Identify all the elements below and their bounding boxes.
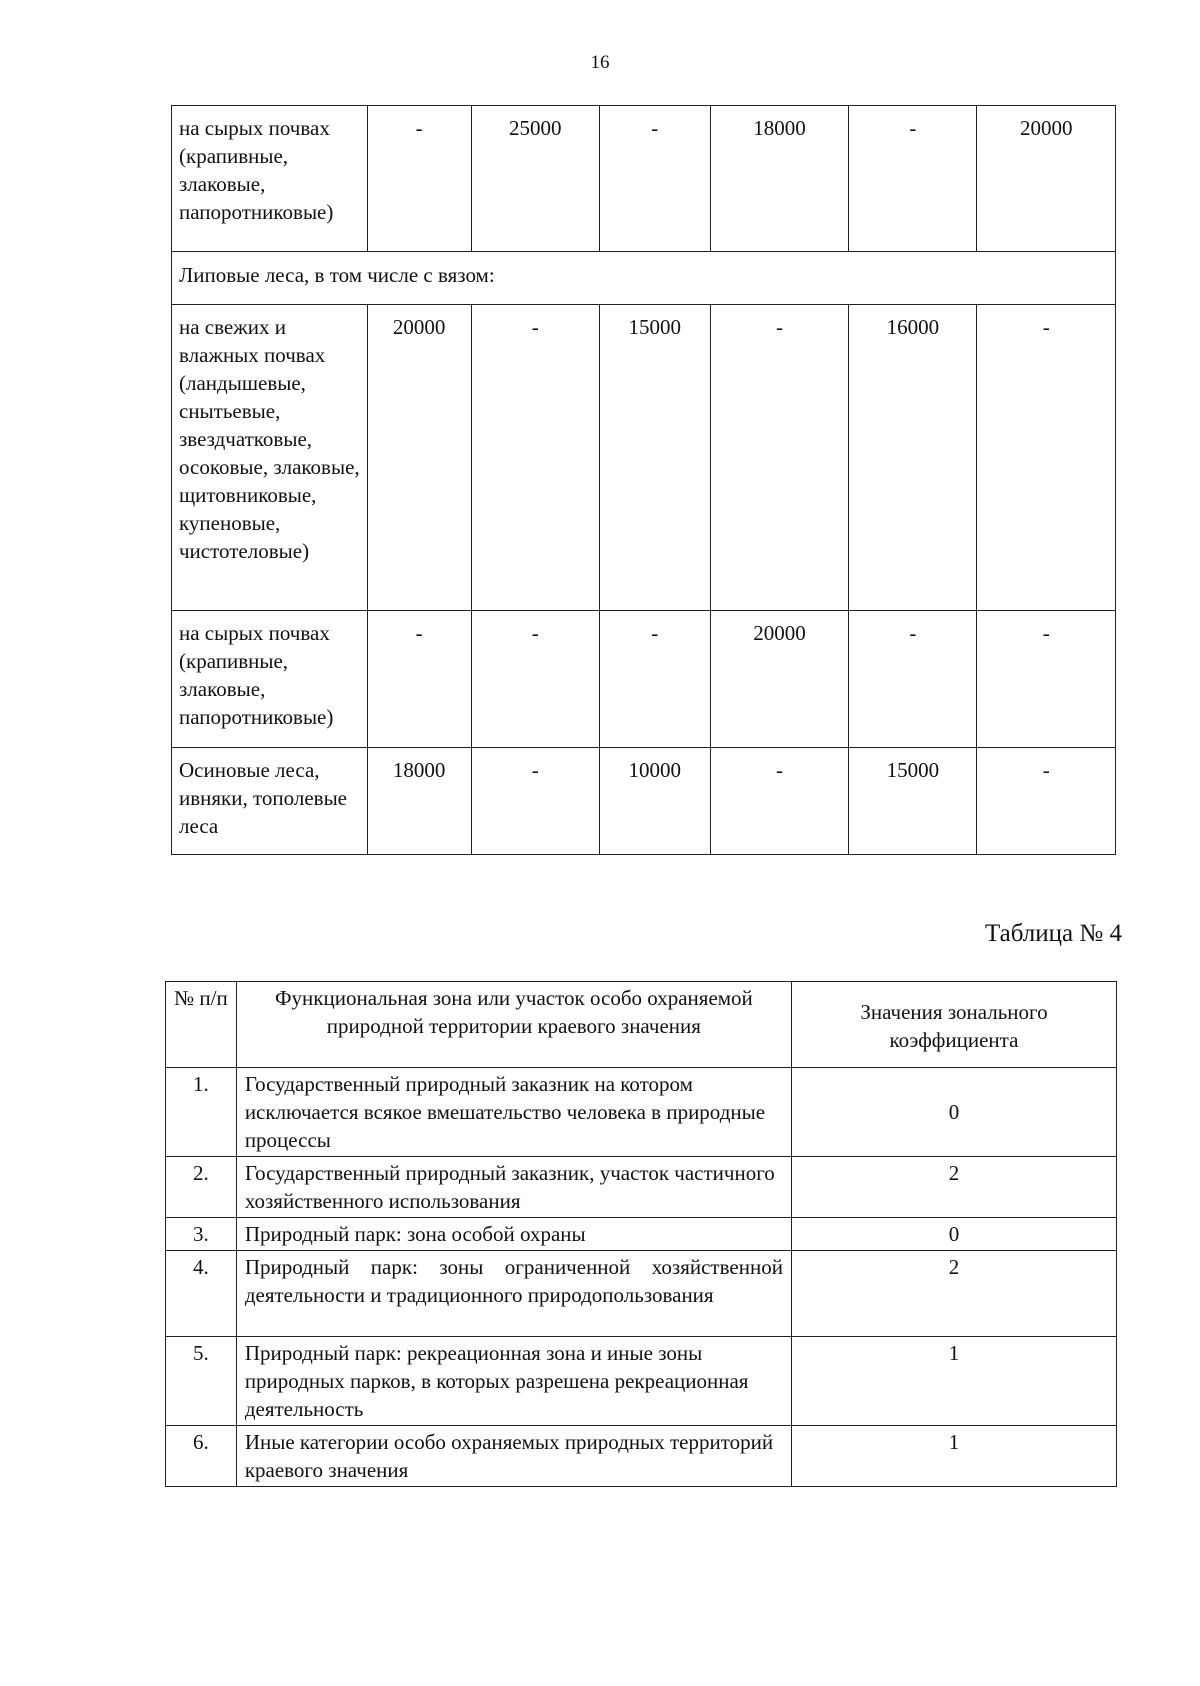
- row-number: 2.: [166, 1157, 237, 1218]
- table-row: [172, 748, 1116, 855]
- coefficient-value: 2: [791, 1157, 1116, 1218]
- coefficient-value: 0: [791, 1068, 1116, 1157]
- table-row: [172, 305, 1116, 611]
- table-row: [172, 252, 1116, 305]
- coefficient-value: 0: [791, 1218, 1116, 1251]
- value-cell: 20000: [367, 305, 471, 611]
- zone-name: Иные категории особо охраняемых природных территорий краевого значения: [236, 1426, 791, 1487]
- value-cell: -: [977, 611, 1116, 748]
- coefficient-value: 1: [791, 1426, 1116, 1487]
- header-value: Значения зонального коэффициента: [791, 982, 1116, 1068]
- forest-rates-table: [171, 105, 1116, 855]
- table-row: [166, 1157, 1117, 1218]
- value-cell: -: [977, 305, 1116, 611]
- value-cell: -: [367, 106, 471, 252]
- value-cell: 16000: [849, 305, 977, 611]
- value-cell: 18000: [710, 106, 849, 252]
- row-number: 5.: [166, 1337, 237, 1426]
- value-cell: -: [599, 611, 710, 748]
- table-row: [166, 1068, 1117, 1157]
- header-zone: Функциональная зона или участок особо охраняемой природной территории краевого значения: [236, 982, 791, 1068]
- value-cell: -: [710, 748, 849, 855]
- row-label: Осиновые леса, ивняки, тополевые леса: [172, 748, 368, 855]
- value-cell: -: [471, 611, 599, 748]
- table-row: [172, 611, 1116, 748]
- value-cell: 20000: [710, 611, 849, 748]
- value-cell: -: [849, 611, 977, 748]
- row-label: на свежих и влажных почвах (ландышевые, снытьевые, звездчатковые, осоковые, злаковые, щитовниковые, купеновые, чистотеловые): [172, 305, 368, 611]
- row-label: на сырых почвах (крапивные, злаковые, папоротниковые): [172, 106, 368, 252]
- value-cell: -: [471, 748, 599, 855]
- row-number: 1.: [166, 1068, 237, 1157]
- coefficient-value: 2: [791, 1251, 1116, 1337]
- row-number: 4.: [166, 1251, 237, 1337]
- table-row: [166, 1251, 1117, 1337]
- row-number: 3.: [166, 1218, 237, 1251]
- table-caption: Таблица № 4: [984, 920, 1122, 947]
- table-row: [166, 1426, 1117, 1487]
- value-cell: 10000: [599, 748, 710, 855]
- zone-name: Природный парк: рекреационная зона и иные зоны природных парков, в которых разрешена рекреационная деятельность: [236, 1337, 791, 1426]
- value-cell: 15000: [599, 305, 710, 611]
- value-cell: 18000: [367, 748, 471, 855]
- header-num: № п/п: [166, 982, 237, 1068]
- zone-name: Государственный природный заказник, участок частичного хозяйственного использования: [236, 1157, 791, 1218]
- zonal-coefficient-table: [165, 981, 1117, 1487]
- coefficient-value: 1: [791, 1337, 1116, 1426]
- zone-name: Государственный природный заказник на котором исключается всякое вмешательство человека в природные процессы: [236, 1068, 791, 1157]
- table-header-row: [166, 982, 1117, 1068]
- value-cell: -: [710, 305, 849, 611]
- value-cell: -: [849, 106, 977, 252]
- value-cell: -: [471, 305, 599, 611]
- row-number: 6.: [166, 1426, 237, 1487]
- page-number: 16: [590, 52, 610, 73]
- table-row: [166, 1337, 1117, 1426]
- row-label: на сырых почвах (крапивные, злаковые, папоротниковые): [172, 611, 368, 748]
- value-cell: -: [599, 106, 710, 252]
- value-cell: 25000: [471, 106, 599, 252]
- group-heading: Липовые леса, в том числе с вязом:: [172, 252, 1116, 305]
- zone-name: Природный парк: зоны ограниченной хозяйственной деятельности и традиционного природопользования: [236, 1251, 791, 1337]
- value-cell: 15000: [849, 748, 977, 855]
- table-row: [172, 106, 1116, 252]
- value-cell: 20000: [977, 106, 1116, 252]
- value-cell: -: [977, 748, 1116, 855]
- value-cell: -: [367, 611, 471, 748]
- zone-name: Природный парк: зона особой охраны: [236, 1218, 791, 1251]
- table-row: [166, 1218, 1117, 1251]
